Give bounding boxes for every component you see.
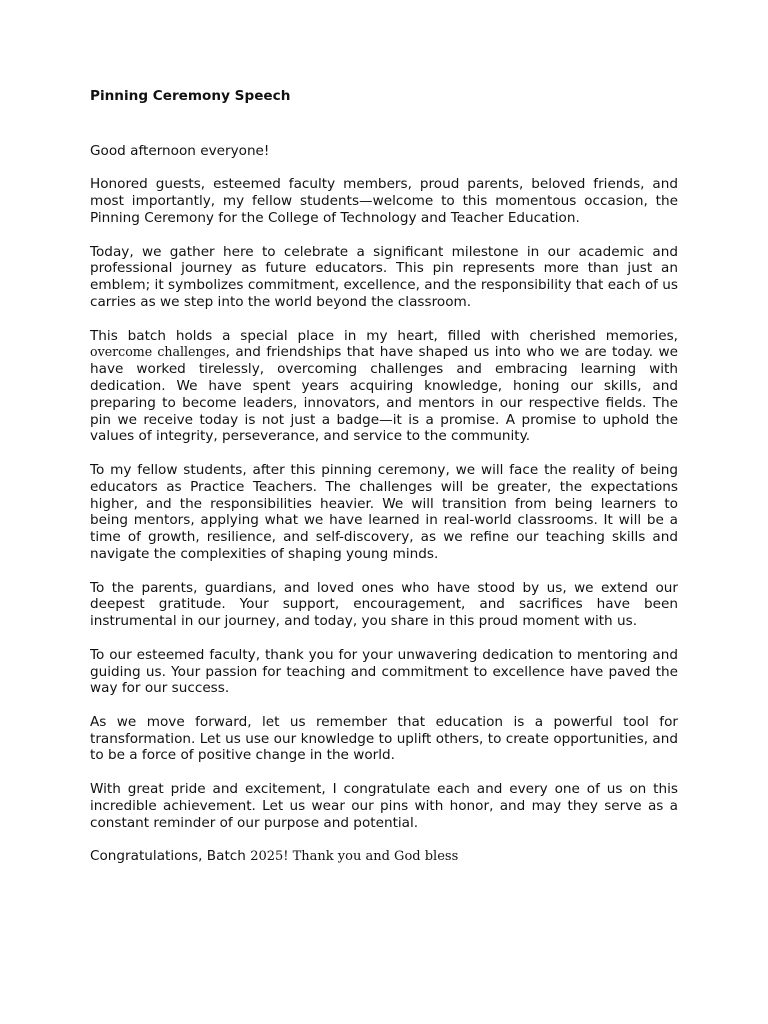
closing-part1: Congratulations, Batch xyxy=(90,848,251,865)
closing-part2: 2025! Thank you and God bless xyxy=(250,849,459,865)
paragraph-welcome: Honored guests, esteemed faculty members, proud parents, beloved friends, and most importantly, my fellow students—welcome to this momentous occasion, the Pinning Ceremony for the College of Technology and Teacher Education. xyxy=(90,176,678,226)
speech-document xyxy=(90,88,678,866)
paragraph-students: To my fellow students, after this pinning ceremony, we will face the reality of being educators as Practice Teachers. The challenges will be greater, the expectations higher, and the responsibilities heavier. We will transition from being learners to being mentors, applying what we have learned in real-world classrooms. It will be a time of growth, resilience, and self-discovery, as we refine our teaching skills and navigate the complexities of shaping young minds. xyxy=(90,461,678,562)
paragraph-batch xyxy=(90,328,678,446)
paragraph-batch-part1: This batch holds a special place in my heart, filled with cherished memories, xyxy=(90,327,678,344)
paragraph-congratulate: With great pride and excitement, I congratulate each and every one of us on this incredible achievement. Let us wear our pins with honor, and may they serve as a constant reminder of our purpose and potential. xyxy=(90,781,678,831)
document-title: Pinning Ceremony Speech xyxy=(90,88,291,104)
greeting: Good afternoon everyone! xyxy=(90,142,270,159)
paragraph-batch-part3: , and friendships that have shaped us into who we are today. we have worked tirelessly, overcoming challenges and embracing learning with dedication. We have spent years acquiring knowledge, honing our skills, and preparing to become leaders, innovators, and mentors in our respective fields. The pin we receive today is not just a badge—it is a promise. A promise to uphold the values of integrity, perseverance, and service to the community. xyxy=(90,344,678,445)
paragraph-faculty: To our esteemed faculty, thank you for your unwavering dedication to mentoring and guiding us. Your passion for teaching and commitment to excellence have paved the way for our success. xyxy=(90,646,678,697)
closing-line xyxy=(90,848,678,866)
paragraph-batch-serif-phrase: overcome challenges xyxy=(90,344,226,360)
paragraph-parents: To the parents, guardians, and loved ones who have stood by us, we extend our deepest gratitude. Your support, encouragement, and sacrifices have been instrumental in our journey, and today, you share in this proud moment with us. xyxy=(90,579,678,630)
paragraph-forward: As we move forward, let us remember that education is a powerful tool for transformation. Let us use our knowledge to uplift others, to create opportunities, and to be a force of positive change in the world. xyxy=(90,713,678,764)
paragraph-milestone: Today, we gather here to celebrate a significant milestone in our academic and professional journey as future educators. This pin represents more than just an emblem; it symbolizes commitment, excellence, and the responsibility that each of us carries as we step into the world beyond the classroom. xyxy=(90,243,678,310)
